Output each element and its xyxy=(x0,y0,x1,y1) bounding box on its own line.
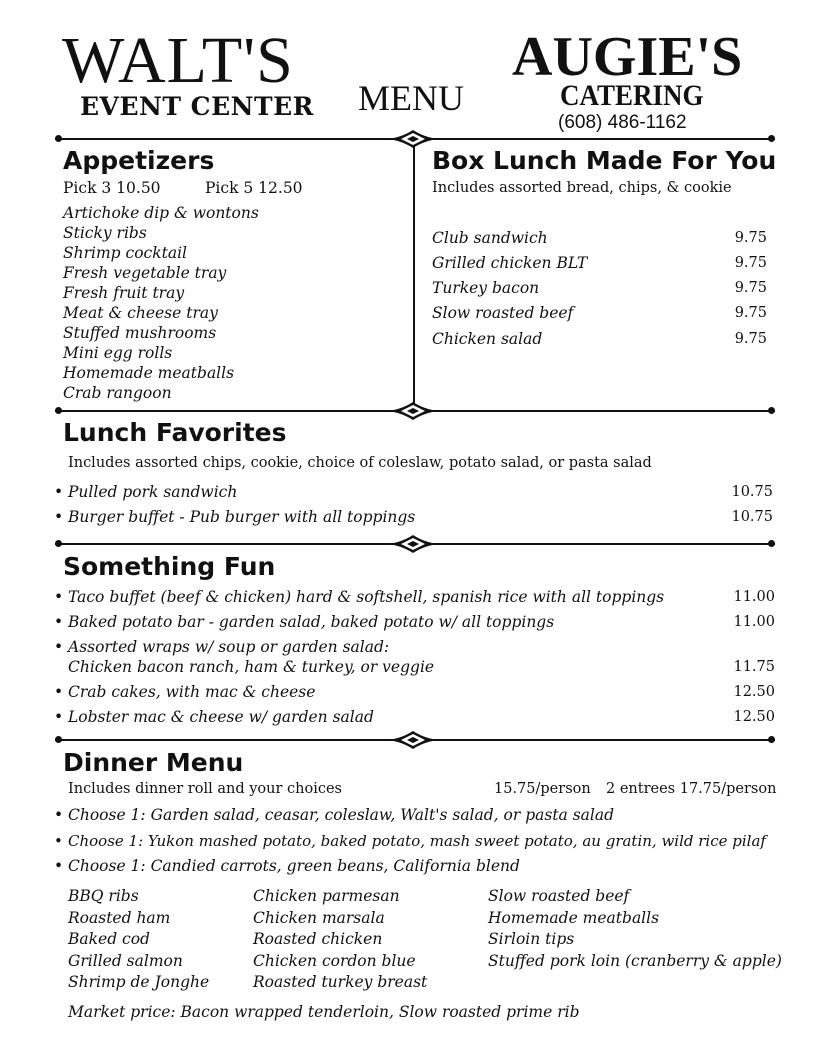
fun-heading: Something Fun xyxy=(63,552,276,581)
menu-item-price: 9.75 xyxy=(734,280,767,296)
divider-4 xyxy=(55,732,775,748)
menu-item-name: • Crab cakes, with mac & cheese xyxy=(68,682,315,702)
menu-item-price: 9.75 xyxy=(734,230,767,246)
list-item: Shrimp cocktail xyxy=(63,244,187,262)
divider-2 xyxy=(55,403,775,419)
list-item: Stuffed mushrooms xyxy=(63,324,217,342)
list-item: Grilled salmon xyxy=(68,951,183,970)
menu-item-price: 9.75 xyxy=(734,255,767,271)
box-lunch-heading: Box Lunch Made For You xyxy=(432,146,777,175)
menu-item-name: Turkey bacon xyxy=(432,279,540,297)
market-price-line: Market price: Bacon wrapped tenderloin, Slow roasted prime rib xyxy=(68,1003,580,1021)
walts-title: WALT'S xyxy=(62,24,294,97)
list-item: Slow roasted beef xyxy=(488,887,630,905)
dinner-price-single: 15.75/person xyxy=(494,781,591,797)
augies-title: AUGIE'S xyxy=(512,26,743,88)
menu-item-price: 11.00 xyxy=(733,614,775,630)
list-item: Shrimp de Jonghe xyxy=(68,973,210,991)
menu-item-price: 11.75 xyxy=(733,659,775,675)
entree-column-1 xyxy=(68,886,209,994)
appetizers-list xyxy=(63,203,259,403)
menu-item-name: • Assorted wraps w/ soup or garden salad: xyxy=(68,637,389,657)
menu-item-price: 10.75 xyxy=(731,509,773,525)
list-item: Sirloin tips xyxy=(488,930,575,948)
menu-item-name: Club sandwich xyxy=(432,229,548,247)
list-item: Baked cod xyxy=(68,930,150,948)
menu-item-name: • Lobster mac & cheese w/ garden salad xyxy=(68,707,374,727)
menu-item-name-cont: Chicken bacon ranch, ham & turkey, or veggie xyxy=(68,658,435,676)
entree-column-2 xyxy=(253,886,427,994)
list-item: Crab rangoon xyxy=(63,384,172,402)
list-item: Mini egg rolls xyxy=(63,344,173,362)
appetizers-heading: Appetizers xyxy=(63,146,215,175)
list-item: Chicken parmesan xyxy=(253,887,400,905)
lunch-note: Includes assorted chips, cookie, choice of coleslaw, potato salad, or pasta salad xyxy=(68,455,652,471)
dinner-choice: • Choose 1: Garden salad, ceasar, coleslaw, Walt's salad, or pasta salad xyxy=(68,805,614,825)
list-item: Fresh fruit tray xyxy=(63,284,185,302)
list-item: Chicken marsala xyxy=(253,908,385,927)
lunch-heading: Lunch Favorites xyxy=(63,418,287,447)
list-item: Artichoke dip & wontons xyxy=(63,204,259,222)
pick3-price: Pick 3 10.50 xyxy=(63,179,161,197)
divider-3 xyxy=(55,536,775,552)
list-item: Meat & cheese tray xyxy=(63,304,218,322)
list-item: Sticky ribs xyxy=(63,224,147,242)
dinner-heading: Dinner Menu xyxy=(63,748,244,777)
diamond-ornament-icon xyxy=(381,729,445,751)
menu-item-price: 11.00 xyxy=(733,589,775,605)
event-center-subtitle: EVENT CENTER xyxy=(80,92,314,121)
menu-item-name: • Taco buffet (beef & chicken) hard & softshell, spanish rice with all toppings xyxy=(68,587,664,607)
list-item: Homemade meatballs xyxy=(63,364,235,382)
phone-number: (608) 486-1162 xyxy=(558,112,687,133)
list-item: Fresh vegetable tray xyxy=(63,264,227,282)
divider-top xyxy=(55,131,775,147)
entree-column-3 xyxy=(488,886,782,972)
dinner-note: Includes dinner roll and your choices xyxy=(68,781,342,797)
dinner-price-two: 2 entrees 17.75/person xyxy=(606,781,777,797)
dinner-choice: • Choose 1: Candied carrots, green beans, California blend xyxy=(68,856,520,876)
list-item: Homemade meatballs xyxy=(488,908,660,927)
diamond-ornament-icon xyxy=(381,400,445,422)
column-divider xyxy=(413,146,415,410)
menu-item-price: 10.75 xyxy=(731,484,773,500)
menu-item-name: • Baked potato bar - garden salad, baked potato w/ all toppings xyxy=(68,612,554,632)
list-item: Roasted ham xyxy=(68,908,171,927)
list-item: Roasted turkey breast xyxy=(253,973,428,991)
list-item: Chicken cordon blue xyxy=(253,951,416,970)
diamond-ornament-icon xyxy=(381,533,445,555)
menu-item-name: • Pulled pork sandwich xyxy=(68,482,237,502)
menu-item-price: 9.75 xyxy=(734,331,767,347)
menu-item-name: Grilled chicken BLT xyxy=(432,254,588,272)
box-lunch-note: Includes assorted bread, chips, & cookie xyxy=(432,180,732,196)
menu-heading: MENU xyxy=(358,78,464,118)
pick5-price: Pick 5 12.50 xyxy=(205,179,303,197)
menu-item-name: Chicken salad xyxy=(432,330,543,348)
list-item: BBQ ribs xyxy=(68,887,139,905)
list-item: Roasted chicken xyxy=(253,930,383,948)
menu-item-price: 9.75 xyxy=(734,305,767,321)
menu-item-price: 12.50 xyxy=(733,684,775,700)
menu-item-price: 12.50 xyxy=(733,709,775,725)
list-item: Stuffed pork loin (cranberry & apple) xyxy=(488,951,782,970)
catering-subtitle: CATERING xyxy=(560,79,704,112)
dinner-choice: • Choose 1: Yukon mashed potato, baked potato, mash sweet potato, au gratin, wild rice pilaf xyxy=(68,831,766,851)
menu-item-name: Slow roasted beef xyxy=(432,304,574,322)
menu-item-name: • Burger buffet - Pub burger with all toppings xyxy=(68,507,415,527)
